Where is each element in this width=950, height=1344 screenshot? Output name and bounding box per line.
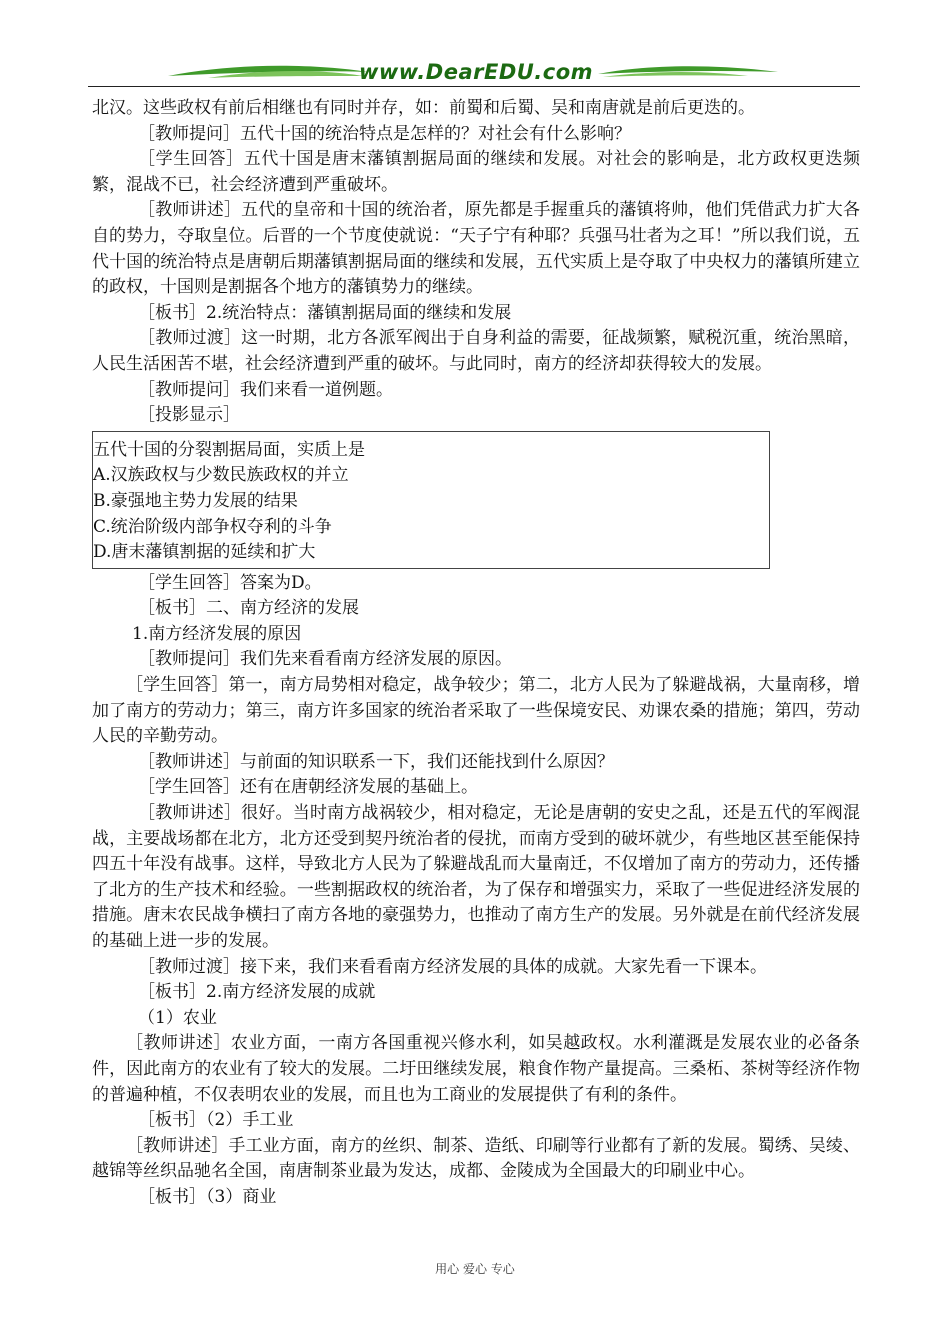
page-header <box>88 58 860 90</box>
document-body <box>92 96 860 1211</box>
paragraph: ［教师讲述］很好。当时南方战祸较少，相对稳定，无论是唐朝的安史之乱，还是五代的军阀混战，主要战场都在北方，北方还受到契丹统治者的侵扰，而南方受到的破坏就少，有些地区甚至能保持四五十年没有战事。这样，导致北方人民为了躲避战乱而大量南迁，不仅增加了南方的劳动力，还传播了北方的生产技术和经验。一些割据政权的统治者，为了保存和增强实力，采取了一些促进经济发展的措施。唐末农民战争横扫了南方各地的豪强势力，也推动了南方生产的发展。另外就是在前代经济发展的基础上进一步的发展。 <box>92 803 860 951</box>
paragraph: ［学生回答］答案为D。 <box>138 572 322 593</box>
paragraph: ［教师讲述］手工业方面，南方的丝织、制茶、造纸、印刷等行业都有了新的发展。蜀绣、吴绫、越锦等丝织品驰名全国，南唐制茶业最为发达，成都、金陵成为全国最大的印刷业中心。 <box>92 1135 860 1182</box>
site-logo-text: www.DearEDU.com <box>358 60 594 84</box>
paragraph: ［教师过渡］这一时期，北方各派军阀出于自身利益的需要，征战频繁，赋税沉重，统治黑暗，人民生活困苦不堪，社会经济遭到严重的破坏。与此同时，南方的经济却获得较大的发展。 <box>92 328 860 374</box>
paragraph: ［投影显示］ <box>138 405 240 426</box>
paragraph: ［教师提问］我们来看一道例题。 <box>138 379 393 400</box>
paragraph: ［教师讲述］农业方面，一南方各国重视兴修水利，如吴越政权。水利灌溉是发展农业的必备条件，因此南方的农业有了较大的发展。二圩田继续发展，粮食作物产量提高。三桑柘、茶树等经济作物的普遍种植，不仅表明农业的发展，而且也为工商业的发展提供了有利的条件。 <box>92 1033 860 1105</box>
question-box <box>92 431 770 569</box>
paragraph: （1）农业 <box>138 1007 217 1028</box>
paragraph: ［板书］2.统治特点：藩镇割据局面的继续和发展 <box>138 302 512 323</box>
question-option: A.汉族政权与少数民族政权的并立 <box>93 465 349 486</box>
paragraph: ［学生回答］五代十国是唐末藩镇割据局面的继续和发展。对社会的影响是，北方政权更迭频繁，混战不已，社会经济遭到严重破坏。 <box>92 149 860 195</box>
paragraph: 1.南方经济发展的原因 <box>132 623 302 644</box>
paragraph: ［板书］2.南方经济发展的成就 <box>138 982 376 1003</box>
paragraph: ［教师讲述］与前面的知识联系一下，我们还能找到什么原因？ <box>138 751 614 772</box>
paragraph: ［教师过渡］接下来，我们来看看南方经济发展的具体的成就。大家先看一下课本。 <box>138 956 767 977</box>
paragraph: ［学生回答］还有在唐朝经济发展的基础上。 <box>138 777 478 798</box>
paragraph: ［板书］（3）商业 <box>138 1186 277 1207</box>
paragraph: ［教师提问］五代十国的统治特点是怎样的？对社会有什么影响？ <box>138 123 631 144</box>
paragraph: 北汉。这些政权有前后相继也有同时并存，如：前蜀和后蜀、吴和南唐就是前后更迭的。 <box>92 98 755 118</box>
paragraph: ［板书］（2）手工业 <box>138 1110 294 1131</box>
paragraph: ［板书］二、南方经济的发展 <box>138 598 359 619</box>
question-stem: 五代十国的分裂割据局面，实质上是 <box>93 439 365 460</box>
page-footer: 用心 爱心 专心 <box>435 1262 515 1276</box>
question-option: C.统治阶级内部争权夺利的斗争 <box>93 516 332 537</box>
question-option: B.豪强地主势力发展的结果 <box>93 490 298 511</box>
paragraph: ［教师讲述］五代的皇帝和十国的统治者，原先都是手握重兵的藩镇将帅，他们凭借武力扩大各自的势力，夺取皇位。后晋的一个节度使就说：“天子宁有种耶？兵强马壮者为之耳！”所以我们说，五代十国的统治特点是唐朝后期藩镇割据局面的继续和发展，五代实质上是夺取了中央权力的藩镇所建立的政权，十国则是割据各个地方的藩镇势力的继续。 <box>92 200 860 298</box>
paragraph: ［学生回答］第一，南方局势相对稳定，战争较少；第二，北方人民为了躲避战祸，大量南移，增加了南方的劳动力；第三，南方许多国家的统治者采取了一些保境安民、劝课农桑的措施；第四，劳动人民的辛勤劳动。 <box>92 675 860 747</box>
paragraph: ［教师提问］我们先来看看南方经济发展的原因。 <box>138 649 512 670</box>
question-option: D.唐末藩镇割据的延续和扩大 <box>93 542 316 563</box>
header-divider <box>88 86 860 87</box>
